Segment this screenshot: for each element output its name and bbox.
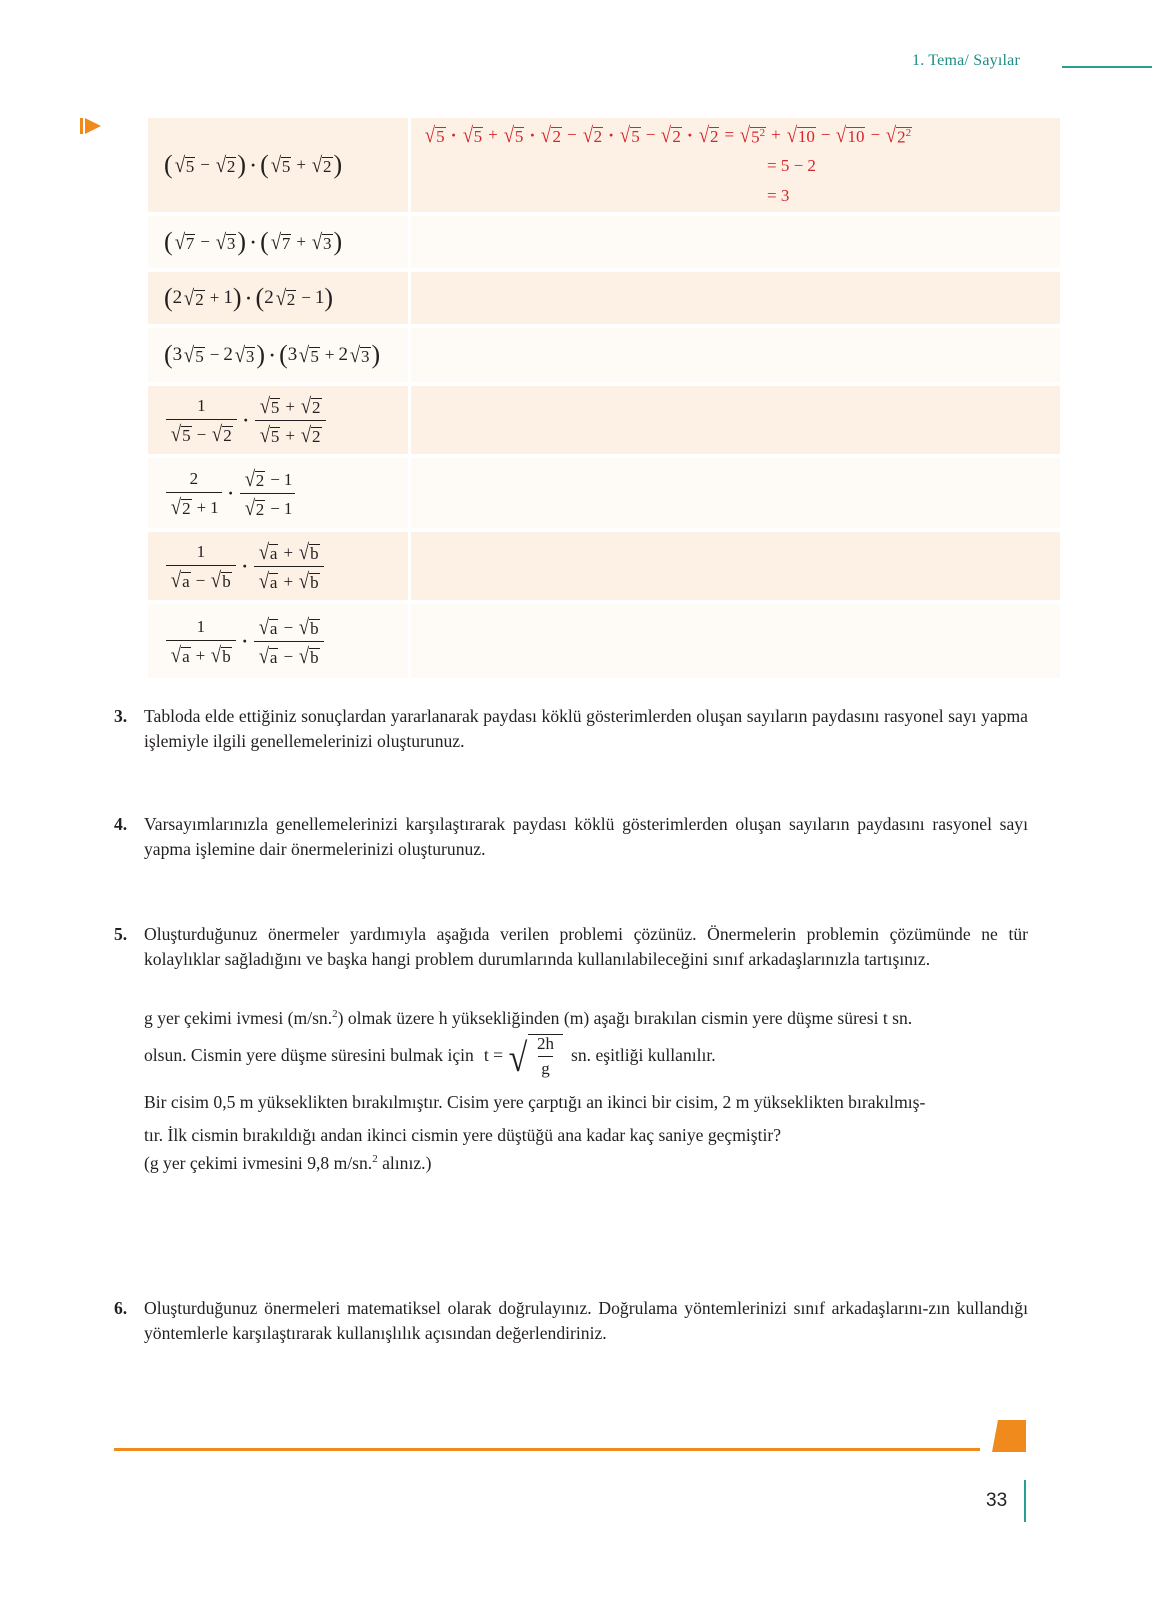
example-solution-line2: = 5 − 2: [767, 156, 816, 175]
question-3: [114, 704, 1028, 754]
question-number: 3.: [114, 706, 128, 726]
question-text: Varsayımlarınızla genellemelerinizi karşılaştırarak paydası köklü gösterimlerden oluşan sayıların paydasını rasyonel sayı yapma işlemine dair önermelerinizi oluşturunuz.: [144, 814, 1028, 859]
table-row: [148, 604, 1060, 678]
table-row: [148, 216, 1060, 268]
footer-orange-block: [992, 1420, 1026, 1452]
expression-cell: 2 √ 2 + 1 · √ 2 − 1 √ 2 − 1: [148, 458, 408, 528]
question-5: [114, 922, 1028, 972]
expression-cell: 1 √ a + √ b · √ a − √ b √ a − √ b: [148, 604, 408, 678]
problem-formula-line: olsun. Cismin yere düşme süresini bulmak için t = √ $\frac{2h}{g}$ sn. eşitliği kullanılır.: [144, 1034, 716, 1080]
expression-cell: ( 2 √ 2 + 1 ) · ( 2 √ 2 − 1 ): [148, 272, 408, 324]
table-row: [148, 118, 1060, 212]
question-4: [114, 812, 1028, 862]
fall-time-formula: √ $\frac{2h}{g}$: [507, 1034, 563, 1078]
header-title: 1. Tema/ Sayılar: [912, 52, 1020, 69]
question-text: Oluşturduğunuz önermeler yardımıyla aşağıda verilen problemi çözünüz. Önermelerin problemin çözümünde ne tür kolaylıklar sağladığını ve başka hangi problem durumlarında kullanılabileceğini sınıf arkadaşlarınızla tartışınız.: [144, 924, 1028, 969]
header-rule: [1062, 66, 1152, 68]
formula-variable: t =: [483, 1045, 504, 1066]
expression-cell: 1 √ 5 − √ 2 · √ 5 + √ 2 √ 5 + √ 2: [148, 386, 408, 454]
expression-cell: ( 3 √ 5 − 2 √ 3 ) · ( 3 √ 5 + 2 √ 3 ): [148, 328, 408, 382]
answer-cell[interactable]: [411, 604, 1060, 678]
answer-cell[interactable]: [411, 386, 1060, 454]
table-row: [148, 532, 1060, 600]
table-row: [148, 328, 1060, 382]
question-text: Oluşturduğunuz önermeleri matematiksel olarak doğrulayınız. Doğrulama yöntemlerinizi sınıf arkadaşlarını-zın kullandığı yöntemlerle karşılaştırarak kullanışlılık açısından değerlendiriniz.: [144, 1298, 1028, 1343]
answer-cell[interactable]: [411, 458, 1060, 528]
rationalization-table: [148, 118, 1060, 678]
page-number-bar: [1024, 1480, 1026, 1522]
answer-cell[interactable]: [411, 216, 1060, 268]
answer-cell[interactable]: [411, 272, 1060, 324]
problem-paragraph-4: tır. İlk cismin bırakıldığı andan ikinci cismin yere düştüğü ana kadar kaç saniye geçmiştir?: [144, 1125, 782, 1145]
answer-cell[interactable]: [411, 532, 1060, 600]
table-row: [148, 272, 1060, 324]
problem-paragraph-3: Bir cisim 0,5 m yükseklikten bırakılmıştır. Cisim yere çarptığı an ikinci bir cisim, 2 m yükseklikten bırakılmış-: [144, 1092, 926, 1112]
footer-rule: [114, 1448, 980, 1451]
problem-paragraph-1: g yer çekimi ivmesi (m/sn.$^2$) olmak üzere h yüksekliğinden (m) aşağı bırakılan cismin yere düşme süresi t sn.: [144, 1007, 913, 1028]
problem-paragraph-5: (g yer çekimi ivmesini 9,8 m/sn.$^2$ alınız.): [144, 1152, 432, 1173]
example-solution-line1: √ 5 · √ 5 + √ 5 · √ 2 − √ 2 · √ 5 − √ 2 · √ 2 = √ $5^2$ + √ 10 − √ 10 − √ $2^2$: [424, 122, 912, 147]
expression-cell: 1 √ a − √ b · √ a + √ b √ a + √ b: [148, 532, 408, 600]
expression-cell: ( √ 7 − √ 3 ) · ( √ 7 + √ 3 ): [148, 216, 408, 268]
question-number: 6.: [114, 1298, 128, 1318]
question-number: 4.: [114, 814, 128, 834]
answer-cell: [411, 118, 1060, 212]
answer-cell[interactable]: [411, 328, 1060, 382]
table-row: [148, 386, 1060, 454]
page-number: 33: [986, 1490, 1008, 1511]
expression-cell: ( √ 5 − √ 2 ) · ( √ 5 + √ 2 ): [148, 118, 408, 212]
table-row: [148, 458, 1060, 528]
orange-arrow-icon: [80, 117, 102, 135]
question-6: [114, 1296, 1028, 1346]
question-text: Tabloda elde ettiğiniz sonuçlardan yararlanarak paydası köklü gösterimlerden oluşan sayıların paydasını rasyonel sayı yapma işlemiyle ilgili genellemelerinizi oluşturunuz.: [144, 706, 1028, 751]
question-number: 5.: [114, 924, 128, 944]
example-solution-line3: = 3: [767, 186, 790, 205]
